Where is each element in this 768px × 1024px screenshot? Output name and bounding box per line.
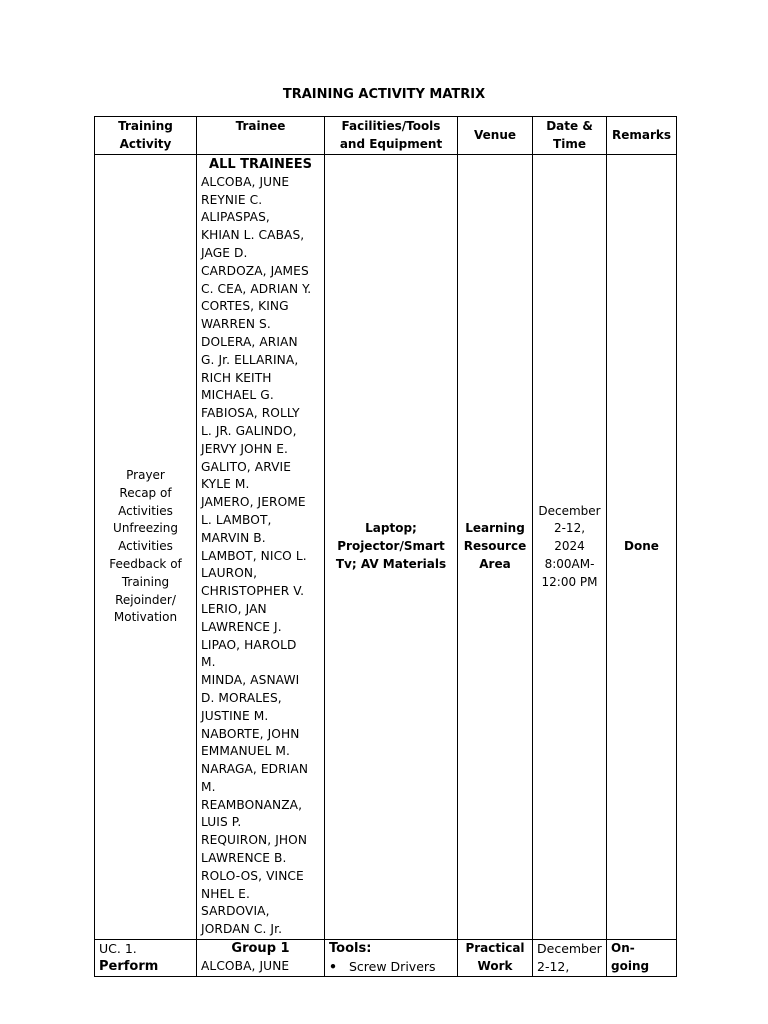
remarks-lines-2 <box>611 940 672 976</box>
cell-remarks: Done <box>607 155 677 940</box>
trainee-name-line: KYLE M. <box>201 477 250 492</box>
activity-line: Activities <box>118 539 173 554</box>
cell-facilities-2 <box>325 940 458 977</box>
date-line: December <box>537 941 602 957</box>
trainee-name-line: CHRISTOPHER V. <box>201 584 305 599</box>
trainee-name-line: JORDAN C. Jr. <box>201 922 283 937</box>
facilities-line: Laptop; <box>365 521 417 536</box>
cell-trainee <box>197 155 325 940</box>
activity-line: Recap of <box>119 485 172 500</box>
trainee-name-line: D. MORALES, <box>201 690 282 705</box>
activity-lines <box>99 467 192 627</box>
trainee-name-line: GALITO, ARVIE <box>201 459 292 474</box>
activity-line: Rejoinder/ <box>115 592 176 607</box>
trainee-name-line: SARDOVIA, <box>201 904 270 919</box>
trainee-name-line: FABIOSA, ROLLY <box>201 406 300 421</box>
trainee-name-line: MICHAEL G. <box>201 388 274 403</box>
tool-item: • Screw Drivers <box>347 958 453 976</box>
cell-training-activity-2 <box>95 940 197 977</box>
venue-line: Area <box>479 556 511 571</box>
remarks-line: On- <box>611 941 635 956</box>
facilities-line: Projector/Smart <box>337 539 445 554</box>
trainee-name-line: LAWRENCE B. <box>201 851 287 866</box>
table-header-row <box>95 117 677 155</box>
trainee-name-line: REAMBONANZA, <box>201 797 303 812</box>
header-remarks: Remarks <box>607 117 677 155</box>
document-title: TRAINING ACTIVITY MATRIX <box>282 87 486 102</box>
venue-line: Learning <box>465 521 525 536</box>
trainee-name-line: JAGE D. <box>201 245 248 260</box>
activity-line: Prayer <box>126 467 165 482</box>
trainee-name-line: NHEL E. <box>201 886 250 901</box>
trainee-name-line: WARREN S. <box>201 317 271 332</box>
activity-perform: Perform <box>99 958 159 974</box>
trainee-name-line: NARAGA, EDRIAN <box>201 762 309 777</box>
venue-lines-2 <box>462 940 528 976</box>
date-line: 2-12, <box>537 958 570 974</box>
header-date-time: Date & Time <box>533 117 607 155</box>
venue-line: Work <box>477 958 513 973</box>
trainee-name-line: REYNIE C. <box>201 192 263 207</box>
trainee-name-line: LIPAO, HAROLD <box>201 637 297 652</box>
trainee-name-line: JUSTINE M. <box>201 708 269 723</box>
trainee-list <box>201 174 320 939</box>
trainee-name-line: REQUIRON, JHON <box>201 833 308 848</box>
trainee-name-line: ALIPASPAS, <box>201 210 270 225</box>
group-heading: Group 1 <box>231 941 290 957</box>
training-activity-table <box>94 116 677 977</box>
trainee-heading: ALL TRAINEES <box>209 157 312 172</box>
remarks-line: going <box>611 958 650 973</box>
activity-line: Activities <box>118 503 173 518</box>
trainee-name-line: C. CEA, ADRIAN Y. <box>201 281 312 296</box>
trainee-name-line: NABORTE, JOHN <box>201 726 300 741</box>
venue-line: Practical <box>465 941 525 956</box>
trainee-name-line: MARVIN B. <box>201 530 266 545</box>
date-line: 12:00 PM <box>541 574 598 589</box>
activity-line: Unfreezing <box>113 521 178 536</box>
table-row <box>95 940 677 977</box>
header-training-activity: Training Activity <box>95 117 197 155</box>
trainee-name-line: LAURON, <box>201 566 258 581</box>
trainee-name-line: ALCOBA, JUNE <box>201 174 290 189</box>
trainee-name-line: M. <box>201 655 216 670</box>
trainee-name: ALCOBA, JUNE <box>201 958 290 973</box>
venue-line: Resource <box>463 539 527 554</box>
trainee-name-line: LAMBOT, NICO L. <box>201 548 307 563</box>
trainee-name-line: CARDOZA, JAMES <box>201 263 309 278</box>
date-line: 2-12, <box>553 521 586 536</box>
trainee-name-line: LAWRENCE J. <box>201 619 282 634</box>
trainee-name-line: JERVY JOHN E. <box>201 441 288 456</box>
date-line: 8:00AM- <box>544 556 595 571</box>
activity-line: Motivation <box>113 610 178 625</box>
cell-date-time-2 <box>533 940 607 977</box>
venue-lines <box>462 520 528 573</box>
facilities-line: Tv; AV Materials <box>335 556 447 571</box>
cell-facilities <box>325 155 458 940</box>
date-line: December <box>538 503 601 518</box>
activity-uc: UC. 1. <box>99 941 137 957</box>
trainee-name-line: RICH KEITH <box>201 370 272 385</box>
trainee-name-line: DOLERA, ARIAN <box>201 334 298 349</box>
trainee-name-line: G. Jr. ELLARINA, <box>201 352 299 367</box>
header-facilities: Facilities/Tools and Equipment <box>325 117 458 155</box>
trainee-name-line: JAMERO, JEROME <box>201 495 306 510</box>
cell-venue-2 <box>458 940 533 977</box>
header-trainee: Trainee <box>197 117 325 155</box>
activity-line: Training <box>121 574 170 589</box>
activity-line: Feedback of <box>109 556 182 571</box>
trainee-name-line: MINDA, ASNAWI <box>201 673 300 688</box>
date-lines <box>537 503 602 592</box>
trainee-name-line: L. JR. GALINDO, <box>201 423 297 438</box>
cell-trainee-2 <box>197 940 325 977</box>
trainee-name-line: ROLO-OS, VINCE <box>201 868 304 883</box>
cell-remarks-2 <box>607 940 677 977</box>
cell-date-time <box>533 155 607 940</box>
header-venue: Venue <box>458 117 533 155</box>
trainee-name-line: M. <box>201 779 216 794</box>
date-line: 2024 <box>554 539 585 554</box>
tools-list <box>329 958 453 976</box>
trainee-name-line: LUIS P. <box>201 815 242 830</box>
trainee-name-line: CORTES, KING <box>201 299 289 314</box>
trainee-name-line: LERIO, JAN <box>201 601 267 616</box>
facilities-lines <box>329 520 453 573</box>
tools-label: Tools: <box>329 941 372 957</box>
date-lines-2 <box>537 940 602 976</box>
trainee-name-line: KHIAN L. CABAS, <box>201 228 305 243</box>
cell-training-activity <box>95 155 197 940</box>
trainee-name-line: EMMANUEL M. <box>201 744 290 759</box>
trainee-name-line: L. LAMBOT, <box>201 512 272 527</box>
table-row <box>95 155 677 940</box>
cell-venue <box>458 155 533 940</box>
